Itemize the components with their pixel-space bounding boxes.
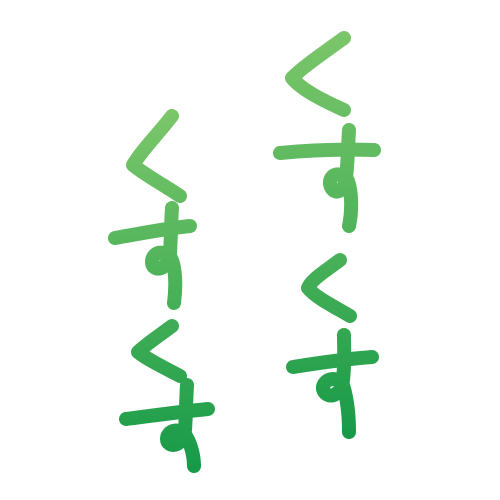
- left-column-lettering: [115, 116, 208, 466]
- right-su-1-glyph: [280, 130, 374, 226]
- right-ku-2-glyph: [308, 260, 350, 316]
- left-ku-1-glyph: [133, 116, 180, 196]
- right-su-2-glyph: [293, 335, 372, 432]
- left-su-2-glyph: [126, 385, 208, 466]
- left-ku-2-glyph: [138, 326, 180, 376]
- left-su-1-glyph: [115, 208, 190, 303]
- right-ku-1-glyph: [292, 38, 344, 110]
- right-column-lettering: [280, 38, 374, 432]
